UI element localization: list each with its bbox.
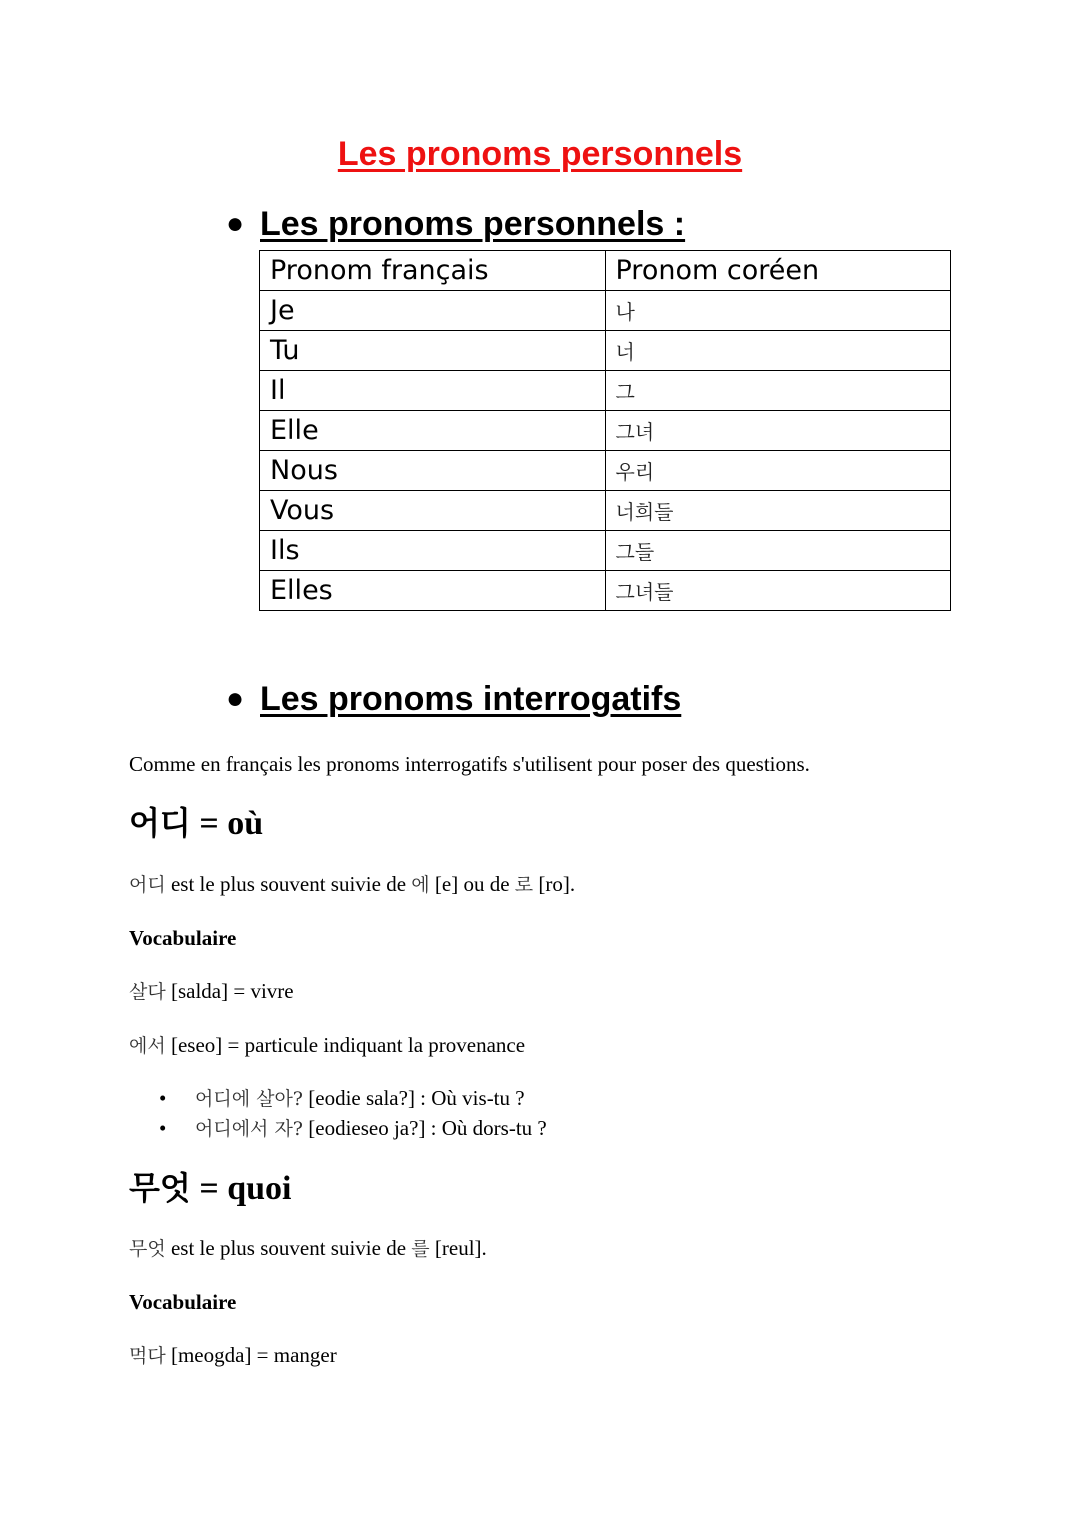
pronoun-table <box>259 250 951 611</box>
subheading-mueot-equals: = <box>190 1170 228 1207</box>
vocab-item <box>129 1341 337 1370</box>
mueot-note-korean: 무엇 <box>129 1238 166 1260</box>
table-cell-french: Tu <box>260 331 606 371</box>
example-korean: 어디에서 자? <box>195 1118 303 1140</box>
mueot-note-korean-2: 를 <box>411 1238 430 1260</box>
table-cell-korean: 그녀 <box>605 411 951 451</box>
subheading-eodi <box>129 803 263 844</box>
eodi-note-korean-2: 에 <box>411 874 430 896</box>
list-item <box>195 1114 547 1144</box>
eodi-note-text-1: est le plus souvent suivie de <box>165 872 412 896</box>
section-heading-interrogative <box>226 677 681 721</box>
vocab-item <box>129 977 294 1006</box>
table-row <box>260 331 951 371</box>
table-header-row <box>260 251 951 291</box>
vocab-item-text: [eseo] = particule indiquant la provenance <box>165 1033 526 1057</box>
mueot-note-text-1: est le plus souvent suivie de <box>165 1236 412 1260</box>
vocab-heading-eodi: Vocabulaire <box>129 926 237 950</box>
eodi-note-korean-3: 로 <box>514 874 534 896</box>
subheading-eodi-equals: = <box>190 805 228 842</box>
subheading-mueot-korean: 무엇 <box>129 1169 191 1207</box>
table-cell-korean: 너 <box>605 331 951 371</box>
table-cell-korean: 그녀들 <box>605 571 951 611</box>
subheading-eodi-korean: 어디 <box>129 804 191 842</box>
section-heading-interrogative-text: Les pronoms interrogatifs <box>260 680 682 718</box>
table-cell-french: Elle <box>260 411 606 451</box>
section-heading-personal-text: Les pronoms personnels : <box>260 205 686 243</box>
mueot-note <box>129 1234 487 1263</box>
example-text: [eodie sala?] : Où vis-tu ? <box>303 1086 525 1110</box>
vocab-item-korean: 살다 <box>129 981 166 1003</box>
example-korean: 어디에 살아? <box>195 1088 303 1110</box>
table-row <box>260 531 951 571</box>
vocab-item-korean: 에서 <box>129 1035 166 1057</box>
vocab-heading-mueot: Vocabulaire <box>129 1290 237 1314</box>
eodi-note-text-3: [ro]. <box>533 872 576 896</box>
eodi-note <box>129 870 575 899</box>
table-header-korean: Pronom coréen <box>605 251 951 291</box>
bullet-icon: ● <box>226 682 245 715</box>
mueot-note-text-2: [reul]. <box>429 1236 487 1260</box>
table-cell-french: Je <box>260 291 606 331</box>
table-row <box>260 371 951 411</box>
intro-paragraph: Comme en français les pronoms interrogatifs s'utilisent pour poser des questions. <box>129 752 810 776</box>
table-row <box>260 491 951 531</box>
vocab-item-text: [meogda] = manger <box>165 1343 337 1367</box>
subheading-mueot-meaning: quoi <box>227 1170 292 1207</box>
subheading-eodi-meaning: où <box>227 805 264 842</box>
table-cell-french: Ils <box>260 531 606 571</box>
table-cell-korean: 그 <box>605 371 951 411</box>
page-title-text: Les pronoms personnels <box>337 135 743 173</box>
table-row <box>260 571 951 611</box>
table-cell-korean: 우리 <box>605 451 951 491</box>
table-row <box>260 291 951 331</box>
eodi-note-text-2: [e] ou de <box>429 872 515 896</box>
example-text: [eodieseo ja?] : Où dors-tu ? <box>303 1116 547 1140</box>
table-cell-french: Vous <box>260 491 606 531</box>
bullet-icon: ● <box>226 207 245 240</box>
table-row <box>260 451 951 491</box>
eodi-note-korean: 어디 <box>129 874 166 896</box>
vocab-item <box>129 1031 525 1060</box>
page-title <box>0 132 1080 176</box>
vocab-item-korean: 먹다 <box>129 1345 166 1367</box>
section-heading-personal <box>226 202 685 246</box>
table-header-french: Pronom français <box>260 251 606 291</box>
subheading-mueot <box>129 1168 291 1209</box>
table-cell-korean: 그들 <box>605 531 951 571</box>
list-item <box>195 1084 547 1114</box>
table-cell-korean: 너희들 <box>605 491 951 531</box>
table-cell-french: Il <box>260 371 606 411</box>
table-cell-french: Nous <box>260 451 606 491</box>
examples-list <box>129 1084 547 1144</box>
vocab-item-text: [salda] = vivre <box>165 979 294 1003</box>
table-cell-french: Elles <box>260 571 606 611</box>
table-row <box>260 411 951 451</box>
table-cell-korean: 나 <box>605 291 951 331</box>
